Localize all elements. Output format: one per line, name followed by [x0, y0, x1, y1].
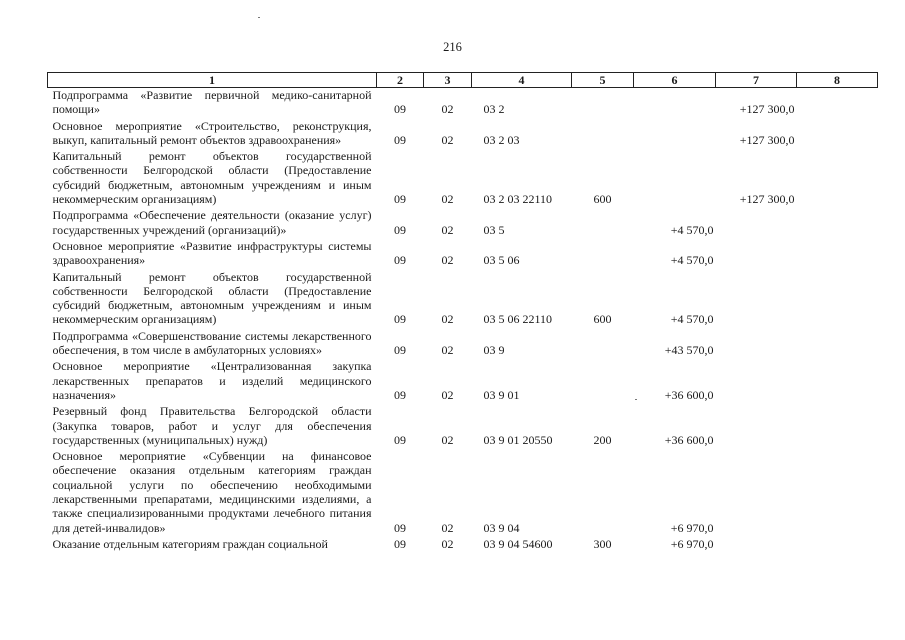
- subsection-code: 02: [441, 132, 454, 147]
- table-header-row: [48, 73, 878, 88]
- amount-col-6: +6 970,0: [670, 536, 714, 551]
- subsection-code: 02: [441, 312, 454, 327]
- amount-col-6: +6 970,0: [670, 520, 714, 535]
- amount-col-8: [797, 270, 878, 329]
- amount-col-8: [797, 239, 878, 270]
- amount-col-7: [716, 208, 797, 239]
- target-article-code: 03 9 04 54600: [483, 536, 553, 551]
- amount-col-6: +36 600,0: [664, 387, 714, 402]
- budget-table: [47, 72, 878, 553]
- column-header-2: 2: [377, 73, 424, 88]
- row-name: Резервный фонд Правительства Белгородской области (Закупка товаров, работ и услуг для обеспечения государственных (муниципальных) нужд): [52, 404, 372, 447]
- subsection-code: 02: [441, 387, 454, 402]
- section-code: 09: [394, 520, 406, 535]
- column-header-5: 5: [572, 73, 634, 88]
- table-row: [48, 537, 878, 553]
- amount-col-8: [797, 329, 878, 360]
- subsection-code: 02: [441, 102, 454, 117]
- expense-type-code: [572, 359, 634, 404]
- section-code: 09: [394, 192, 406, 207]
- amount-col-8: [797, 88, 878, 119]
- subsection-code: 02: [441, 222, 454, 237]
- expense-type-code: 200: [593, 432, 612, 447]
- section-code: 09: [394, 132, 406, 147]
- table-row: [48, 88, 878, 119]
- row-name: Подпрограмма «Развитие первичной медико-санитарной помощи»: [52, 88, 372, 117]
- row-name: Оказание отдельным категориям граждан социальной: [52, 536, 328, 551]
- amount-col-6: +4 570,0: [670, 222, 714, 237]
- expense-type-code: [572, 239, 634, 270]
- section-code: 09: [394, 387, 406, 402]
- target-article-code: 03 5 06 22110: [483, 312, 553, 327]
- subsection-code: 02: [441, 536, 454, 551]
- expense-type-code: [572, 329, 634, 360]
- section-code: 09: [394, 536, 406, 551]
- row-name: Подпрограмма «Обеспечение деятельности (оказание услуг) государственных учреждений (организаций)»: [52, 208, 372, 237]
- expense-type-code: [572, 208, 634, 239]
- amount-col-7: +127 300,0: [739, 192, 795, 207]
- amount-col-8: [797, 359, 878, 404]
- amount-col-6: +4 570,0: [670, 312, 714, 327]
- section-code: 09: [394, 432, 406, 447]
- amount-col-7: [716, 404, 797, 449]
- expense-type-code: 300: [593, 536, 612, 551]
- column-header-4: 4: [472, 73, 572, 88]
- section-code: 09: [394, 343, 406, 358]
- target-article-code: 03 9 04: [483, 520, 520, 535]
- target-article-code: 03 5 06: [483, 253, 520, 268]
- subsection-code: 02: [441, 432, 454, 447]
- amount-col-6: [634, 88, 716, 119]
- table-row: [48, 359, 878, 404]
- amount-col-8: [797, 149, 878, 208]
- subsection-code: 02: [441, 192, 454, 207]
- table-row: [48, 119, 878, 150]
- amount-col-7: [716, 537, 797, 553]
- column-header-1: 1: [48, 73, 377, 88]
- amount-col-7: [716, 449, 797, 537]
- table-row: [48, 270, 878, 329]
- amount-col-8: [797, 404, 878, 449]
- amount-col-7: +127 300,0: [739, 102, 795, 117]
- expense-type-code: [572, 119, 634, 150]
- table-row: [48, 208, 878, 239]
- section-code: 09: [394, 253, 406, 268]
- target-article-code: 03 2: [483, 102, 505, 117]
- target-article-code: 03 5: [483, 222, 505, 237]
- target-article-code: 03 2 03 22110: [483, 192, 553, 207]
- row-name: Основное мероприятие «Централизованная закупка лекарственных препаратов и изделий медицинского назначения»: [52, 359, 372, 402]
- amount-col-6: +36 600,0: [664, 432, 714, 447]
- amount-col-8: [797, 537, 878, 553]
- table-row: [48, 149, 878, 208]
- expense-type-code: [572, 88, 634, 119]
- expense-type-code: 600: [593, 192, 612, 207]
- amount-col-8: [797, 449, 878, 537]
- row-name: Капитальный ремонт объектов государственной собственности Белгородской области (Предоставление субсидий бюджетным, автономным учреждениям и иным некоммерческим организациям): [52, 149, 372, 207]
- expense-type-code: [572, 449, 634, 537]
- column-header-3: 3: [424, 73, 472, 88]
- subsection-code: 02: [441, 520, 454, 535]
- amount-col-7: [716, 329, 797, 360]
- table-row: [48, 449, 878, 537]
- column-header-6: 6: [634, 73, 716, 88]
- amount-col-8: [797, 208, 878, 239]
- row-name: Основное мероприятие «Строительство, реконструкция, выкуп, капитальный ремонт объектов здравоохранения»: [52, 118, 372, 147]
- column-header-7: 7: [716, 73, 797, 88]
- amount-col-7: [716, 270, 797, 329]
- amount-col-7: [716, 239, 797, 270]
- row-name: Подпрограмма «Совершенствование системы лекарственного обеспечения, в том числе в амбулаторных условиях»: [52, 328, 372, 358]
- row-name: Основное мероприятие «Субвенции на финансовое обеспечение оказания отдельным категориям граждан социальной услуги по обеспечению необходимыми лекарственными препаратами, медицинскими изделиями, а также специализированными продуктами лечебного питания для детей-инвалидов»: [52, 449, 372, 535]
- amount-col-6: +4 570,0: [670, 253, 714, 268]
- section-code: 09: [394, 102, 406, 117]
- amount-col-8: [797, 119, 878, 150]
- section-code: 09: [394, 222, 406, 237]
- amount-col-6: +43 570,0: [664, 343, 714, 358]
- table-row: [48, 404, 878, 449]
- amount-col-6: [634, 119, 716, 150]
- expense-type-code: 600: [593, 312, 612, 327]
- table-row: [48, 329, 878, 360]
- row-name: Капитальный ремонт объектов государственной собственности Белгородской области (Предоставление субсидий бюджетным, автономным учреждениям и иным некоммерческим организациям): [52, 269, 372, 327]
- scan-speck: [258, 17, 260, 18]
- target-article-code: 03 2 03: [483, 132, 520, 147]
- table-row: [48, 239, 878, 270]
- row-name: Основное мероприятие «Развитие инфраструктуры системы здравоохранения»: [52, 238, 372, 268]
- amount-col-7: +127 300,0: [739, 132, 795, 147]
- amount-col-6: [634, 149, 716, 208]
- column-header-8: 8: [797, 73, 878, 88]
- page-number: 216: [443, 40, 462, 54]
- section-code: 09: [394, 312, 406, 327]
- target-article-code: 03 9 01 20550: [483, 432, 553, 447]
- subsection-code: 02: [441, 343, 454, 358]
- target-article-code: 03 9 01: [483, 387, 520, 402]
- subsection-code: 02: [441, 253, 454, 268]
- amount-col-7: [716, 359, 797, 404]
- target-article-code: 03 9: [483, 343, 505, 358]
